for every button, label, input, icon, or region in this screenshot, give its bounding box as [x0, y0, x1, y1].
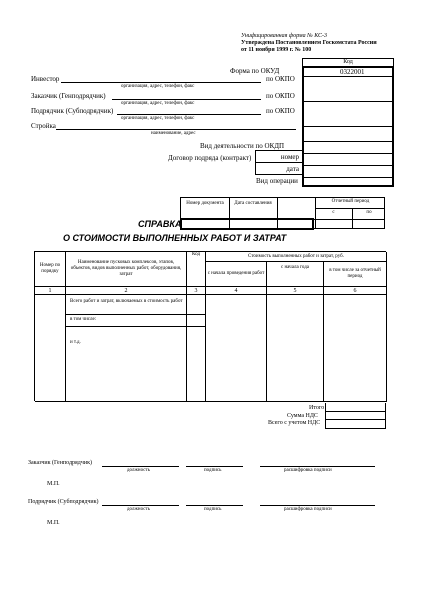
with-nds-label: Всего с учетом НДС [268, 420, 321, 426]
sig-contractor-position-hint: должность [127, 507, 150, 512]
sig-contractor-label: Подрядчик (Субподрядчик) [28, 499, 99, 505]
customer-field[interactable] [112, 99, 261, 100]
col-since-year-header: с начала года [267, 262, 324, 287]
sig-contractor-position-field[interactable] [102, 505, 179, 506]
sig-customer-position-field[interactable] [102, 466, 179, 467]
title-line-1: СПРАВКА [138, 219, 182, 229]
col-name-header: Наименование пусковых комплексов, этапов, объектов, видов выполненных работ, оборудования, затрат [66, 252, 187, 287]
nds-label: Сумма НДС [287, 413, 318, 419]
stamp-place-1: М.П. [47, 481, 60, 487]
approved-line-2: от 11 ноября 1999 г. № 100 [241, 47, 312, 53]
okud-label: Форма по ОКУД [230, 67, 280, 75]
stamp-place-2: М.П. [47, 520, 60, 526]
col-name-index: 2 [66, 287, 187, 295]
body-col-name[interactable] [66, 295, 187, 402]
operation-label: Вид операции [256, 177, 298, 185]
sig-contractor-signature-hint: подпись [204, 507, 222, 512]
okpo-label-3: по ОКПО [266, 107, 295, 115]
body-col-period[interactable] [324, 295, 387, 402]
row-incl-label: в том числе: [70, 317, 97, 322]
body-col-since-start[interactable] [206, 295, 267, 402]
col-since-start-index: 4 [206, 287, 267, 295]
contract-subbox [255, 150, 303, 175]
okud-value: 0322001 [340, 68, 365, 76]
doc-date-label: Дата составления [234, 201, 272, 206]
body-col-since-year[interactable] [267, 295, 324, 402]
customer-label: Заказчик (Генподрядчик) [31, 92, 106, 100]
investor-label: Инвестор [31, 75, 60, 83]
okpo-label-2: по ОКПО [266, 92, 295, 100]
contractor-label: Подрядчик (Субподрядчик) [31, 107, 114, 115]
contract-label: Договор подряда (контракт) [168, 154, 252, 162]
title-line-2: О СТОИМОСТИ ВЫПОЛНЕННЫХ РАБОТ И ЗАТРАТ [63, 233, 287, 243]
col-since-start-header: с начала проведения работ [206, 262, 267, 287]
period-to-label: по [366, 210, 372, 215]
codes-column [302, 66, 394, 187]
contractor-hint: организация, адрес, телефон, факс [121, 116, 195, 121]
body-col-code[interactable] [187, 295, 206, 402]
approved-line-1: Утверждена Постановлением Госкомстата России [241, 40, 377, 46]
sig-contractor-decode-field[interactable] [260, 505, 375, 506]
sig-contractor-decode-hint: расшифровка подписи [284, 507, 332, 512]
row-total-label: Всего работ и затрат, включаемых в стоимость работ [70, 299, 183, 304]
contractor-field[interactable] [117, 114, 261, 115]
sig-customer-signature-hint: подпись [204, 468, 222, 473]
period-from-label: с [332, 210, 335, 215]
kod-label: Код [343, 59, 353, 65]
doc-number-label: Номер документа [186, 201, 224, 206]
doc-values-box [180, 218, 314, 230]
sig-customer-decode-field[interactable] [260, 466, 375, 467]
col-cost-header: Стоимость выполненных работ и затрат, руб. [206, 252, 387, 262]
sig-contractor-signature-field[interactable] [186, 505, 243, 506]
main-table [34, 251, 386, 401]
body-col-num[interactable] [35, 295, 66, 402]
customer-hint: организация, адрес, телефон, факс [121, 101, 195, 106]
okpo-label-1: по ОКПО [266, 75, 295, 83]
building-field[interactable] [56, 129, 296, 130]
col-since-year-index: 5 [267, 287, 324, 295]
period-label: Отчетный период [331, 199, 370, 204]
col-num-index: 1 [35, 287, 66, 295]
totals-box[interactable] [325, 403, 386, 429]
col-code-index: 3 [187, 287, 206, 295]
date-label: дата [286, 165, 299, 173]
col-num-header: Номер по порядку [35, 252, 66, 287]
row-etc-label: и т.д. [70, 340, 81, 345]
col-period-index: 6 [324, 287, 387, 295]
col-code-header: Код [187, 252, 206, 287]
sig-customer-position-hint: должность [127, 468, 150, 473]
sig-customer-signature-field[interactable] [186, 466, 243, 467]
total-label: Итого [309, 405, 325, 411]
sig-customer-decode-hint: расшифровка подписи [284, 468, 332, 473]
okdp-label: Вид деятельности по ОКДП [200, 142, 285, 150]
col-period-header: в том числе за отчетный период [324, 262, 387, 287]
form-name: Унифицированная форма № КС-3 [241, 33, 328, 39]
sig-customer-label: Заказчик (Генподрядчик) [28, 460, 92, 466]
number-label: номер [280, 153, 299, 161]
investor-field[interactable] [61, 82, 261, 83]
building-label: Стройка [31, 122, 56, 130]
building-hint: наименование, адрес [151, 131, 196, 136]
investor-hint: организация, адрес, телефон, факс [121, 84, 195, 89]
